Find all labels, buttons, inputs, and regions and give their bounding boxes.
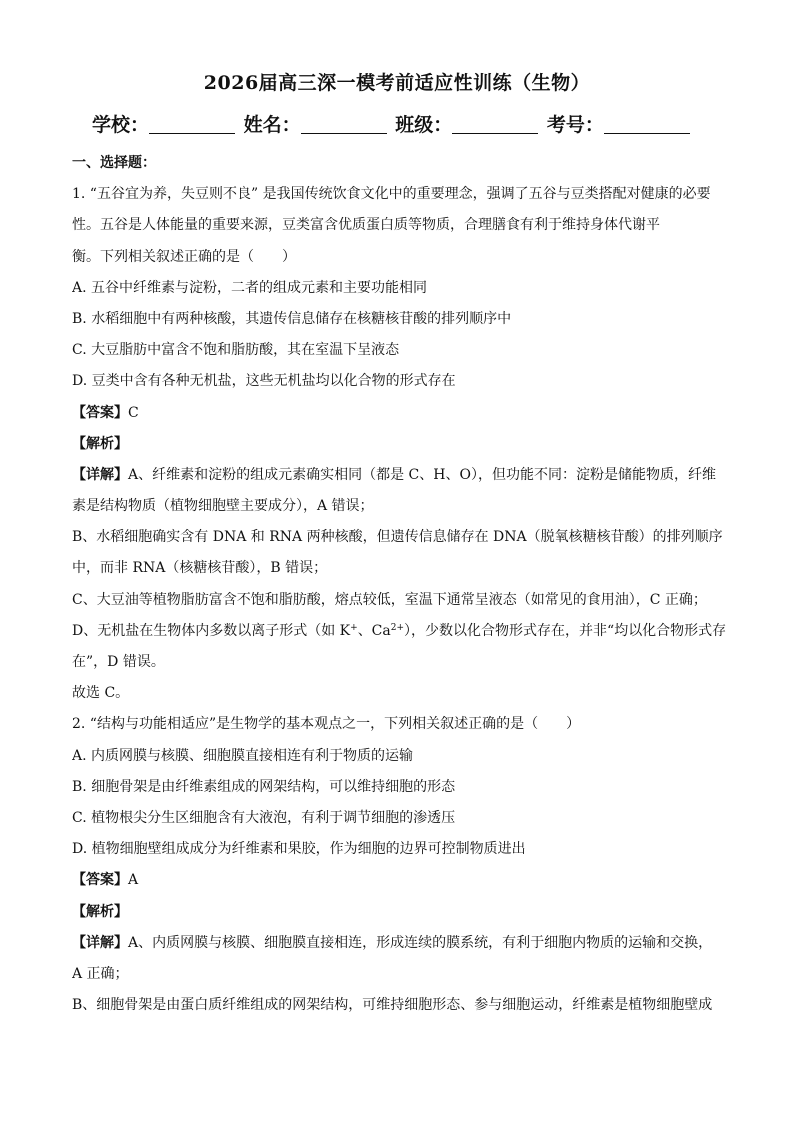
- student-info-row: [92, 110, 732, 137]
- q2-answer-label: 【答案】: [72, 872, 128, 889]
- school-blank: [149, 115, 235, 134]
- name-blank: [301, 115, 387, 134]
- q1-explanation-line-7: 在”，D 错误。: [72, 654, 165, 670]
- q1-answer-value: C: [128, 404, 139, 421]
- q2-explanation-line-3: B、细胞骨架是由蛋白质纤维组成的网架结构，可维持细胞形态、参与细胞运动，纤维素是植物细胞壁成: [72, 997, 713, 1014]
- document-body: [72, 148, 728, 1021]
- q2-explanation-line-1: [72, 928, 728, 959]
- q2-answer-value: A: [128, 872, 139, 889]
- exam-number-label: 考号：: [546, 114, 604, 136]
- class-label: 班级：: [395, 114, 453, 136]
- document-title: 2026届高三深一模考前适应性训练（生物）: [203, 72, 591, 94]
- q2-detail-label: 【详解】: [72, 934, 128, 951]
- q2-answer: [72, 865, 728, 896]
- q1-answer-label: 【答案】: [72, 404, 128, 421]
- q1-option-b: B. 水稻细胞中有两种核酸，其遗传信息储存在核糖核苷酸的排列顺序中: [72, 310, 512, 327]
- q1-exp6-part-c: ），少数以化合物形式存在，并非“均以化合物形式存: [404, 622, 727, 639]
- class-blank: [452, 115, 538, 134]
- q1-exp6-part-b: 、Ca: [357, 622, 391, 639]
- q1-exp6-part-a: D、无机盐在生物体内多数以离子形式（如 K: [72, 622, 351, 639]
- q1-analysis-label: 【解析】: [72, 435, 128, 452]
- q1-exp6-sup-k: +: [350, 622, 358, 633]
- q2-option-c: C. 植物根尖分生区细胞含有大液泡，有利于调节细胞的渗透压: [72, 809, 456, 826]
- q1-option-a: A. 五谷中纤维素与淀粉，二者的组成元素和主要功能相同: [72, 279, 428, 296]
- q2-explanation-line-2: A 正确；: [72, 965, 129, 982]
- exam-number-blank: [604, 115, 690, 134]
- q1-explanation-text-1: A、纤维素和淀粉的组成元素确实相同（都是 C、H、O），但功能不同：淀粉是储能物质，纤维: [128, 466, 716, 483]
- q2-stem-line-1: 2. “结构与功能相适应”是生物学的基本观点之一，下列相关叙述正确的是（ ）: [72, 716, 581, 733]
- q1-stem-line-2: 性。五谷是人体能量的重要来源，豆类富含优质蛋白质等物质，合理膳食有利于维持身体代谢平: [72, 217, 660, 234]
- q1-exp6-sup-ca: 2+: [390, 622, 405, 633]
- q2-option-b: B. 细胞骨架是由纤维素组成的网架结构，可以维持细胞的形态: [72, 778, 456, 795]
- q1-stem-line-3: 衡。下列相关叙述正确的是（ ）: [72, 248, 296, 265]
- q1-explanation-line-6: [72, 616, 728, 647]
- q2-analysis-label: 【解析】: [72, 903, 128, 920]
- q1-answer: [72, 398, 728, 429]
- q1-explanation-line-2: 素是结构物质（植物细胞壁主要成分），A 错误；: [72, 498, 374, 515]
- section-heading: 一、选择题：: [72, 155, 156, 171]
- q1-conclusion: 故选 C。: [72, 685, 130, 702]
- q2-option-a: A. 内质网膜与核膜、细胞膜直接相连有利于物质的运输: [72, 747, 414, 764]
- q1-option-d: D. 豆类中含有各种无机盐，这些无机盐均以化合物的形式存在: [72, 373, 456, 390]
- q1-detail-label: 【详解】: [72, 466, 128, 483]
- q1-explanation-line-1: [72, 460, 728, 491]
- q1-explanation-line-4: 中，而非 RNA（核糖核苷酸），B 错误；: [72, 560, 328, 577]
- q1-explanation-line-3: B、水稻细胞确实含有 DNA 和 RNA 两种核酸，但遗传信息储存在 DNA（脱氧核糖核苷酸）的排列顺序: [72, 529, 723, 546]
- q1-explanation-line-5: C、大豆油等植物脂肪富含不饱和脂肪酸，熔点较低，室温下通常呈液态（如常见的食用油），C 正确；: [72, 591, 707, 608]
- q2-explanation-text-1: A、内质网膜与核膜、细胞膜直接相连，形成连续的膜系统，有利于细胞内物质的运输和交换，: [128, 934, 713, 951]
- q1-option-c: C. 大豆脂肪中富含不饱和脂肪酸，其在室温下呈液态: [72, 342, 400, 359]
- q2-option-d: D. 植物细胞壁组成成分为纤维素和果胶，作为细胞的边界可控制物质进出: [72, 841, 526, 858]
- name-label: 姓名：: [243, 114, 301, 136]
- school-label: 学校：: [92, 114, 150, 136]
- q1-stem-line-1: 1. “五谷宜为养，失豆则不良” 是我国传统饮食文化中的重要理念，强调了五谷与豆类搭配对健康的必要: [72, 186, 711, 203]
